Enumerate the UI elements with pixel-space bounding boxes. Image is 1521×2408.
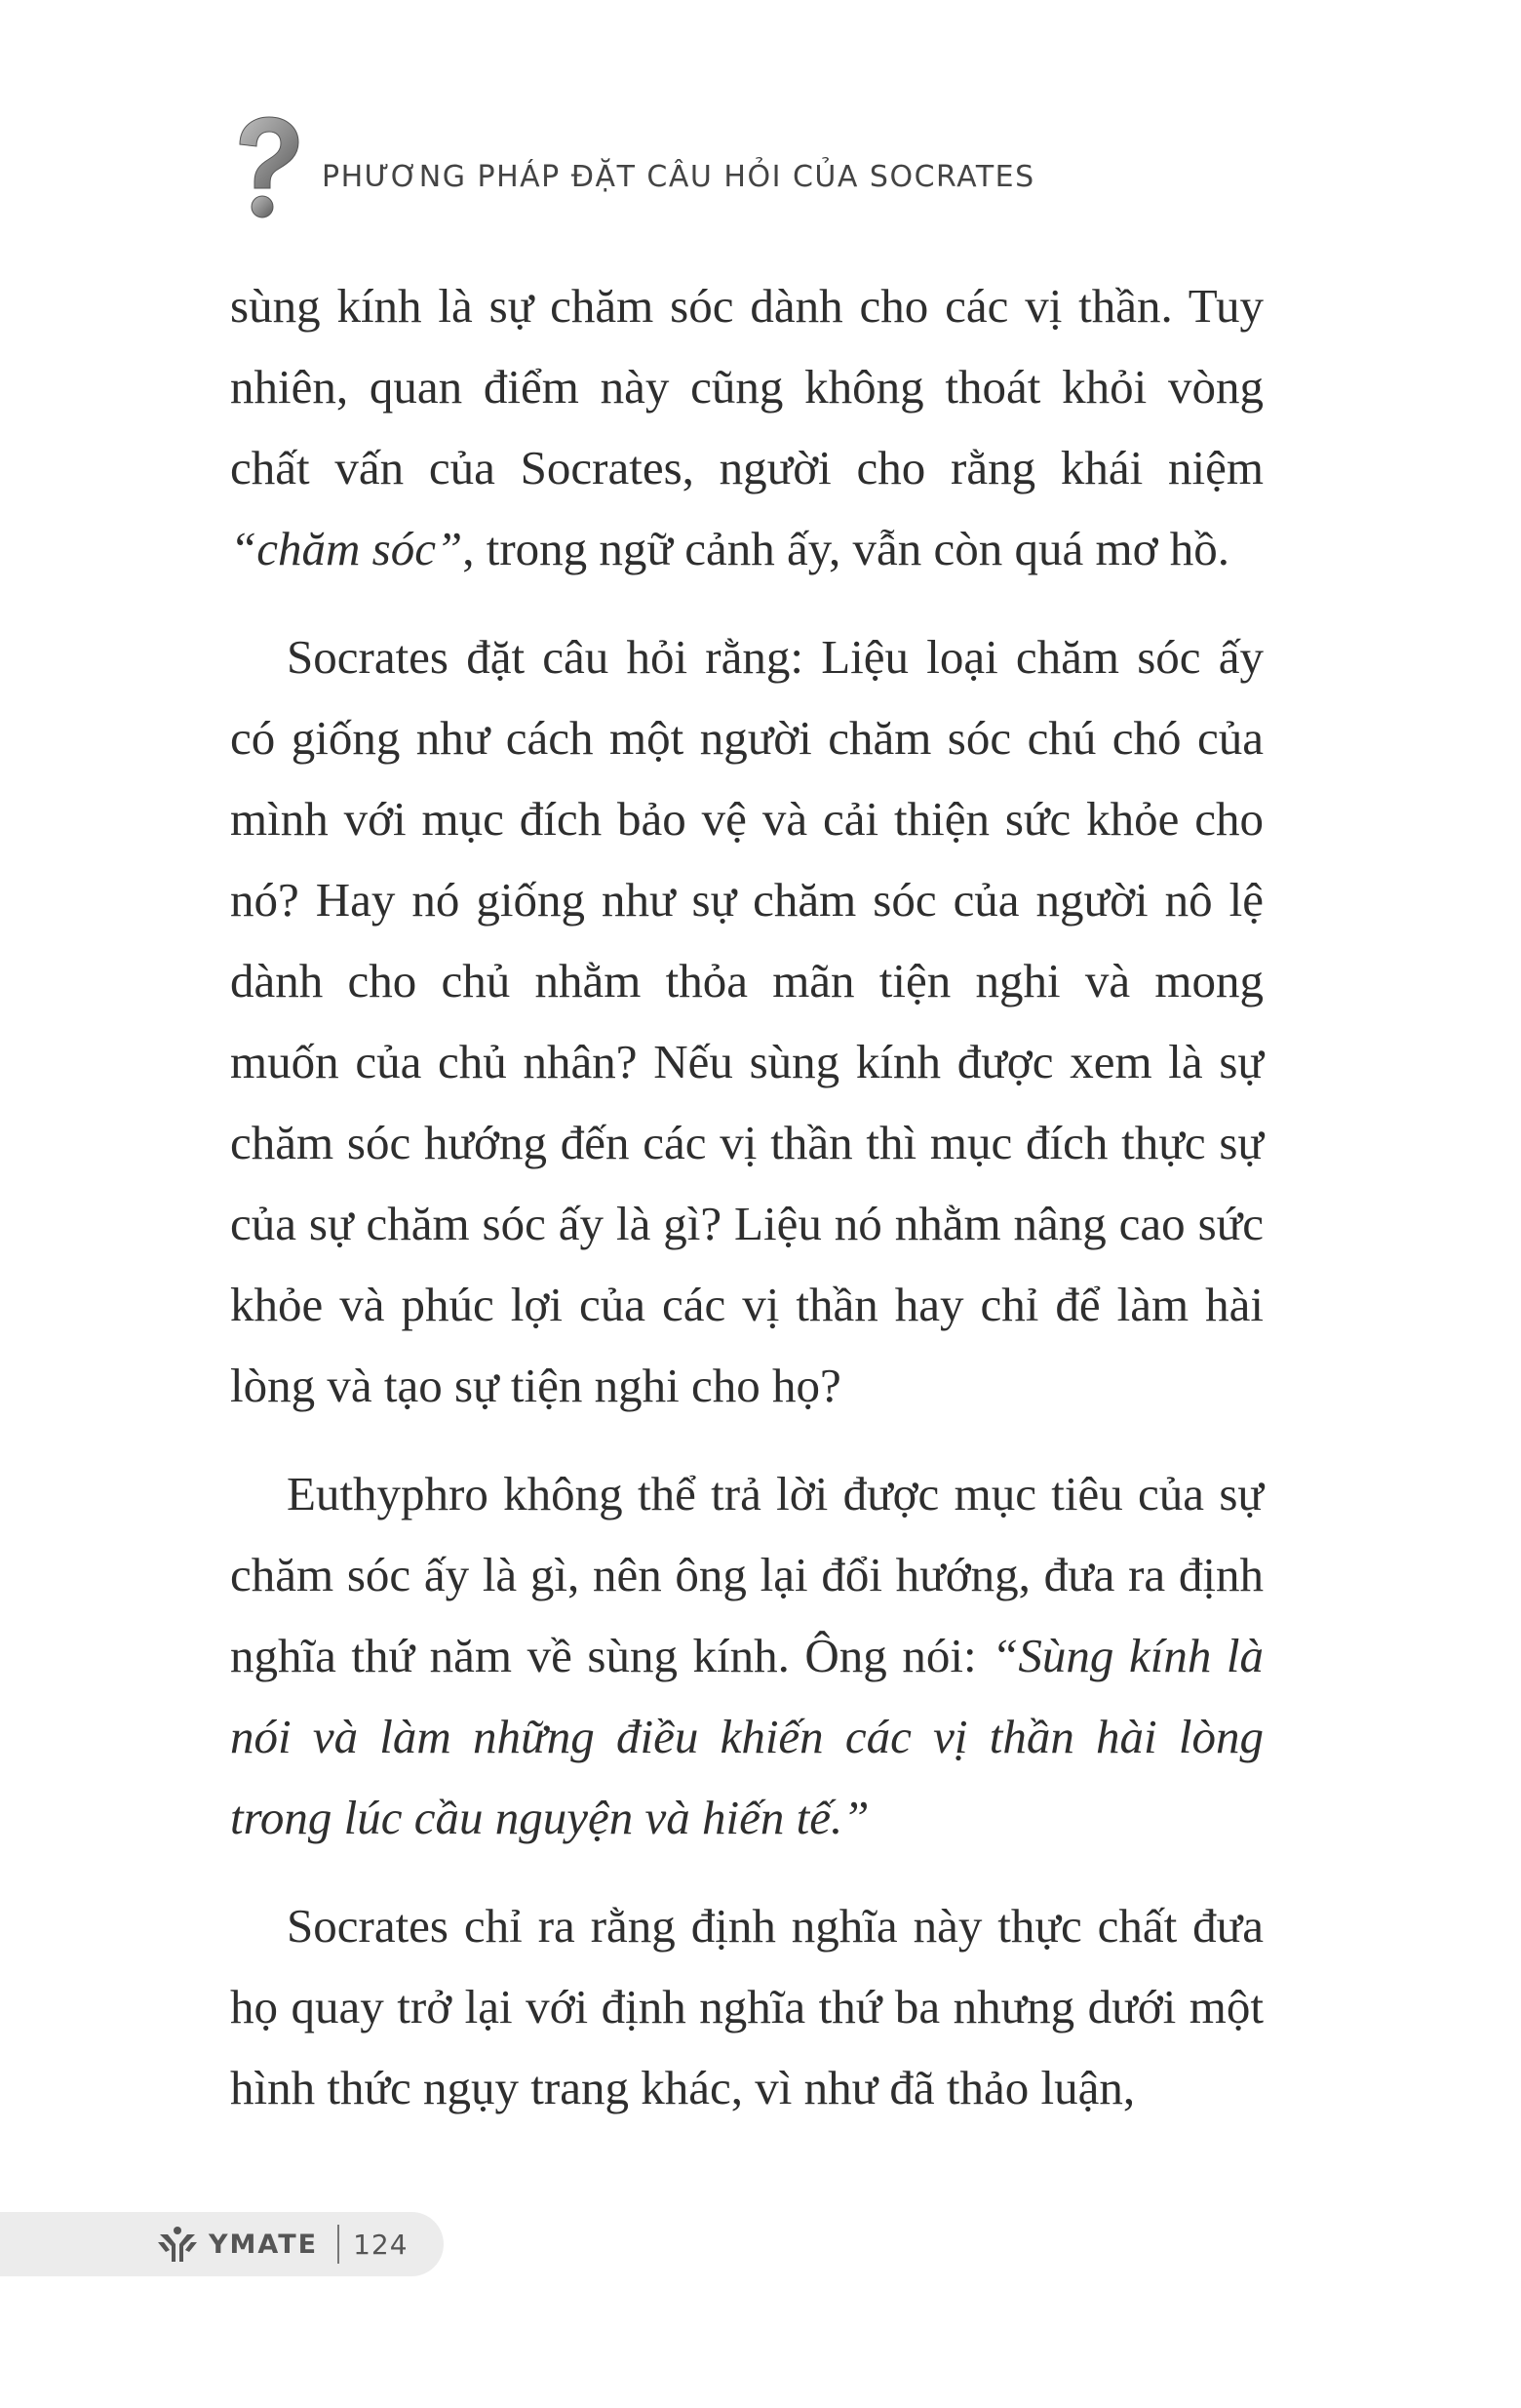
- page-number: 124: [353, 2228, 409, 2261]
- body-text: [230, 265, 1264, 2155]
- publisher-brand: YMATE: [209, 2229, 319, 2260]
- paragraph-text: sùng kính là sự chăm sóc dành cho các vị thần. Tuy nhiên, quan điểm này cũng không thoát khỏi vòng chất vấn của Socrates, người cho rằng khái niệm: [230, 279, 1264, 494]
- italic-quote: “chăm sóc”: [230, 522, 463, 575]
- footer-divider: [337, 2225, 339, 2264]
- paragraph: [230, 1453, 1264, 1858]
- question-mark-icon: [232, 115, 302, 222]
- ymate-logo-icon: [156, 2225, 199, 2264]
- running-header: [232, 115, 1035, 222]
- paragraph: Socrates chỉ ra rằng định nghĩa này thực chất đưa họ quay trở lại với định nghĩa thứ ba nhưng dưới một hình thức ngụy trang khác, vì như đã thảo luận,: [230, 1899, 1264, 2114]
- paragraph-text: , trong ngữ cảnh ấy, vẫn còn quá mơ hồ.: [462, 522, 1230, 575]
- paragraph: Socrates đặt câu hỏi rằng: Liệu loại chăm sóc ấy có giống như cách một người chăm sóc chú chó của mình với mục đích bảo vệ và cải thiện sức khỏe cho nó? Hay nó giống như sự chăm sóc của người nô lệ dành cho chủ nhằm thỏa mãn tiện nghi và mong muốn của chủ nhân? Nếu sùng kính được xem là sự chăm sóc hướng đến các vị thần thì mục đích thực sự của sự chăm sóc ấy là gì? Liệu nó nhằm nâng cao sức khỏe và phúc lợi của các vị thần hay chỉ để làm hài lòng và tạo sự tiện nghi cho họ?: [230, 630, 1264, 1412]
- italic-quote: “Sùng kính là nói và làm những điều khiến các vị thần hài lòng trong lúc cầu nguyện và hiến tế.”: [230, 1629, 1264, 1844]
- paragraph: [230, 265, 1264, 589]
- paragraph-text: Euthyphro không thể trả lời được mục tiêu của sự chăm sóc ấy là gì, nên ông lại đổi hướng, đưa ra định nghĩa thứ năm về sùng kính. Ông nói:: [230, 1467, 1264, 1682]
- chapter-title: PHƯƠNG PHÁP ĐẶT CÂU HỎI CỦA SOCRATES: [322, 159, 1035, 194]
- page-footer: [0, 2212, 444, 2276]
